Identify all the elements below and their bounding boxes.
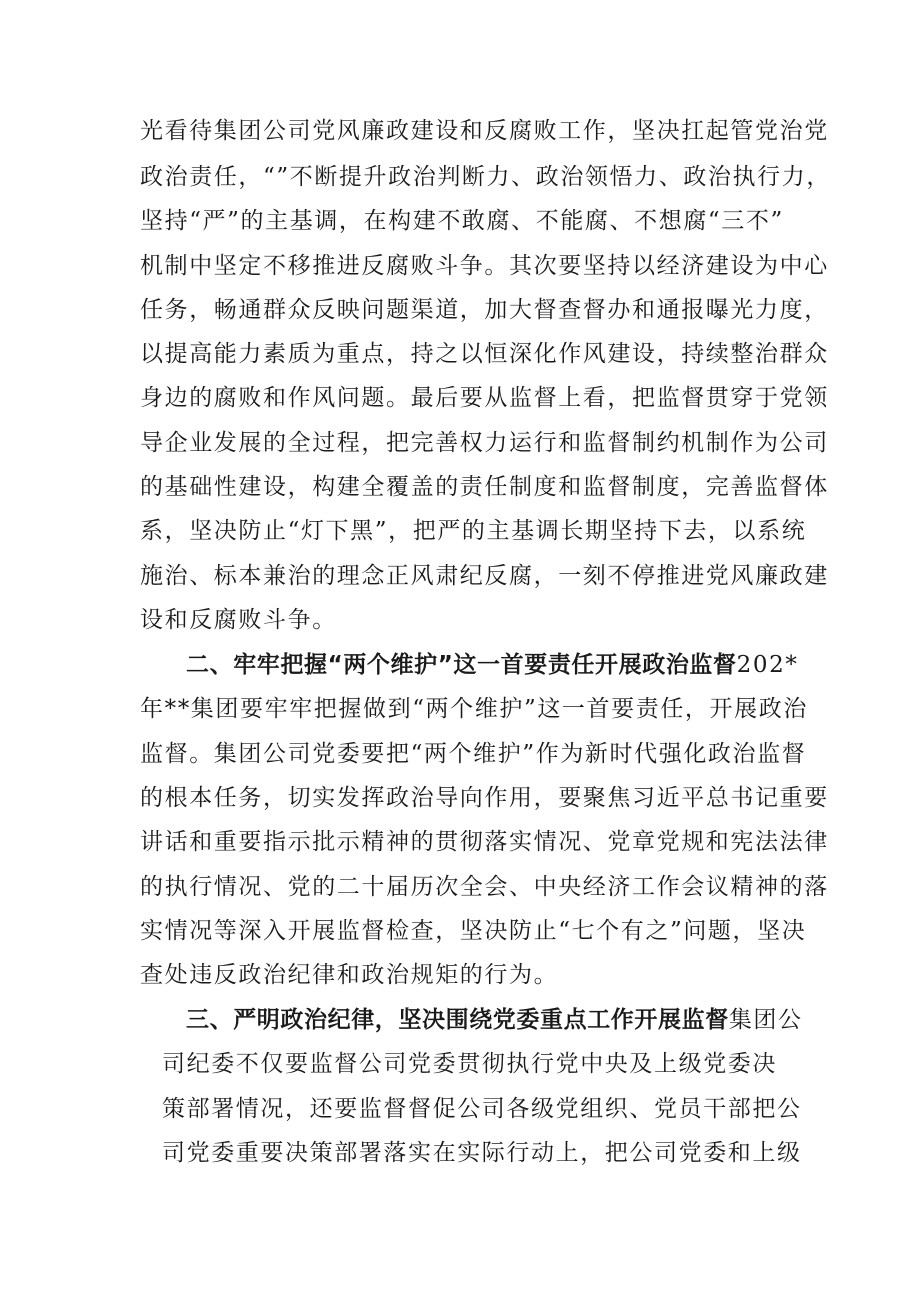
paragraph-line: 任务，畅通群众反映问题渠道，加大督查督办和通报曝光力度， bbox=[140, 297, 829, 323]
paragraph-line: 身边的腐败和作风问题。最后要从监督上看，把监督贯穿于党领 bbox=[140, 385, 829, 411]
heading-tail-text: 202* bbox=[736, 652, 799, 678]
paragraph-line: 讲话和重要指示批示精神的贯彻落实情况、党章党规和宪法法律 bbox=[140, 829, 829, 855]
paragraph-line: 实情况等深入开展监督检查，坚决防止“七个有之”问题，坚决 bbox=[140, 918, 807, 944]
heading-tail-text: 集团公 bbox=[728, 1007, 803, 1033]
paragraph-line: 政治责任，“”不断提升政治判断力、政治领悟力、政治执行力， bbox=[140, 164, 831, 190]
paragraph-line: 年**集团要牢牢把握做到“两个维护”这一首要责任，开展政治 bbox=[140, 696, 808, 722]
paragraph-line: 机制中坚定不移推进反腐败斗争。其次要坚持以经济建设为中心 bbox=[140, 253, 829, 279]
paragraph-line: 的执行情况、党的二十届历次全会、中央经济工作会议精神的落 bbox=[140, 874, 829, 900]
paragraph-line: 司党委重要决策部署落实在实际行动上，把公司党委和上级 bbox=[162, 1140, 802, 1166]
paragraph-line: 司纪委不仅要监督公司党委贯彻执行党中央及上级党委决 bbox=[162, 1051, 777, 1077]
paragraph-line: 坚持“严”的主基调，在构建不敢腐、不能腐、不想腐“三不” bbox=[140, 208, 784, 234]
paragraph-line: 监督。集团公司党委要把“两个维护”作为新时代强化政治监督 bbox=[140, 741, 807, 767]
paragraph-line: 系，坚决防止“灯下黑”，把严的主基调长期坚持下去，以系统 bbox=[140, 518, 807, 544]
paragraph-line: 以提高能力素质为重点，持之以恒深化作风建设，持续整治群众 bbox=[140, 341, 829, 367]
paragraph-line: 导企业发展的全过程，把完善权力运行和监督制约机制作为公司 bbox=[140, 430, 829, 456]
paragraph-line: 策部署情况，还要监督督促公司各级党组织、党员干部把公 bbox=[162, 1096, 802, 1122]
paragraph-line: 施治、标本兼治的理念正风肃纪反腐，一刻不停推进党风廉政建 bbox=[140, 563, 829, 589]
section-heading: 二、牢牢把握“两个维护”这一首要责任开展政治监督 bbox=[186, 652, 737, 678]
paragraph-line: 的基础性建设，构建全覆盖的责任制度和监督制度，完善监督体 bbox=[140, 474, 829, 500]
section-heading-line bbox=[186, 1005, 803, 1035]
section-heading: 三、严明政治纪律，坚决围绕党委重点工作开展监督 bbox=[186, 1007, 729, 1033]
paragraph-line: 查处违反政治纪律和政治规矩的行为。 bbox=[140, 962, 559, 988]
paragraph-line: 设和反腐败斗争。 bbox=[140, 607, 337, 633]
section-heading-line bbox=[186, 650, 798, 680]
paragraph-line: 的根本任务，切实发挥政治导向作用，要聚焦习近平总书记重要 bbox=[140, 785, 829, 811]
paragraph-line: 光看待集团公司党风廉政建设和反腐败工作，坚决扛起管党治党 bbox=[140, 118, 829, 144]
